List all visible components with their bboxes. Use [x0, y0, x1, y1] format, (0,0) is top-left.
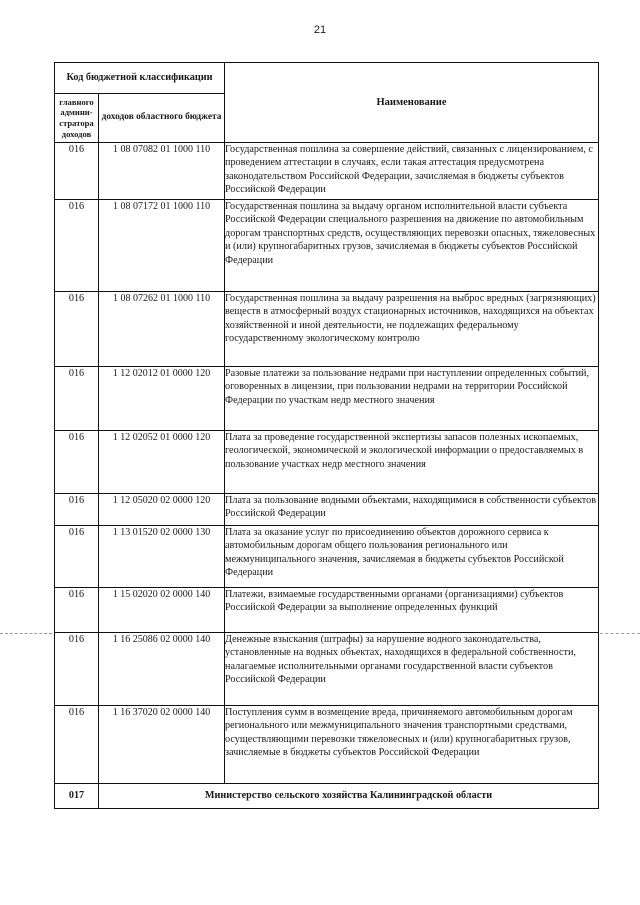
description-cell: Поступления сумм в возмещение вреда, причиняемого автомобильным дорогам регионального или межмуниципального значения транспортными средствами, осуществляющими перевозки тяжеловесных и (или) крупногабаритных грузов, зачисляемые в бюджеты субъектов Российской Федерации — [225, 706, 599, 784]
header-budget-code-group: Код бюджетной классификации — [55, 63, 225, 94]
admin-code-cell: 016 — [55, 494, 99, 526]
table-row — [55, 292, 599, 367]
admin-code-cell: 016 — [55, 200, 99, 292]
budget-code-cell: 1 08 07082 01 1000 110 — [99, 143, 225, 200]
header-regional-income: доходов областного бюджета — [99, 94, 225, 143]
admin-code-cell: 016 — [55, 633, 99, 706]
ministry-section-row — [55, 784, 599, 809]
table-row — [55, 431, 599, 494]
scan-artifact-line — [0, 633, 52, 634]
budget-code-cell: 1 08 07262 01 1000 110 — [99, 292, 225, 367]
header-chief-administrator: главного админи- стратора доходов — [55, 94, 99, 143]
budget-code-cell: 1 16 25086 02 0000 140 — [99, 633, 225, 706]
admin-code-cell: 016 — [55, 431, 99, 494]
budget-code-cell: 1 12 02052 01 0000 120 — [99, 431, 225, 494]
description-cell: Разовые платежи за пользование недрами при наступлении определенных событий, оговоренных в лицензии, при пользовании недрами на территории Российской Федерации по участкам недр местного значения — [225, 367, 599, 431]
description-cell: Государственная пошлина за выдачу органом исполнительной власти субъекта Российской Федерации специального разрешения на движение по автомобильным дорогам транспортных средств, осуществляющих перевозки опасных, тяжеловесных и (или) крупногабаритных грузов, зачисляемая в бюджеты субъектов Российской Федерации — [225, 200, 599, 292]
ministry-admin-code: 017 — [55, 784, 99, 809]
description-cell: Государственная пошлина за выдачу разрешения на выброс вредных (загрязняющих) веществ в атмосферный воздух стационарных источников, находящихся на объектах хозяйственной и иной деятельности, не подлежащих федеральному государственному экологическому контролю — [225, 292, 599, 367]
table-row — [55, 588, 599, 633]
table-row — [55, 143, 599, 200]
admin-code-cell: 016 — [55, 292, 99, 367]
description-cell: Государственная пошлина за совершение действий, связанных с лицензированием, с проведением аттестации в случаях, если такая аттестация предусмотрена законодательством Российской Федерации, зачисляемая в бюджеты субъектов Российской Федерации — [225, 143, 599, 200]
table-row — [55, 706, 599, 784]
page-number: 21 — [313, 24, 327, 36]
budget-code-cell: 1 15 02020 02 0000 140 — [99, 588, 225, 633]
admin-code-cell: 016 — [55, 588, 99, 633]
table-row — [55, 367, 599, 431]
admin-code-cell: 016 — [55, 367, 99, 431]
table-row — [55, 633, 599, 706]
header-name: Наименование — [225, 63, 599, 143]
budget-classification-table — [54, 62, 599, 809]
budget-code-cell: 1 16 37020 02 0000 140 — [99, 706, 225, 784]
budget-code-cell: 1 13 01520 02 0000 130 — [99, 526, 225, 588]
budget-code-cell: 1 08 07172 01 1000 110 — [99, 200, 225, 292]
table-row — [55, 494, 599, 526]
budget-code-cell: 1 12 02012 01 0000 120 — [99, 367, 225, 431]
admin-code-cell: 016 — [55, 143, 99, 200]
budget-code-cell: 1 12 05020 02 0000 120 — [99, 494, 225, 526]
admin-code-cell: 016 — [55, 706, 99, 784]
table-row — [55, 200, 599, 292]
admin-code-cell: 016 — [55, 526, 99, 588]
description-cell: Плата за оказание услуг по присоединению объектов дорожного сервиса к автомобильным дорогам общего пользования регионального или межмуниципального значения, зачисляемая в бюджеты субъектов Российской Федерации — [225, 526, 599, 588]
description-cell: Денежные взыскания (штрафы) за нарушение водного законодательства, установленные на водных объектах, находящихся в федеральной собственности, налагаемые исполнительными органами государственной власти субъектов Российской Федерации — [225, 633, 599, 706]
description-cell: Плата за пользование водными объектами, находящимися в собственности субъектов Российской Федерации — [225, 494, 599, 526]
scan-artifact-line — [600, 633, 640, 634]
table-row — [55, 526, 599, 588]
description-cell: Плата за проведение государственной экспертизы запасов полезных ископаемых, геологической, экономической и экологической информации о предоставляемых в пользование участках недр местного значения — [225, 431, 599, 494]
ministry-name: Министерство сельского хозяйства Калининградской области — [99, 784, 599, 809]
description-cell: Платежи, взимаемые государственными органами (организациями) субъектов Российской Федерации за выполнение определенных функций — [225, 588, 599, 633]
